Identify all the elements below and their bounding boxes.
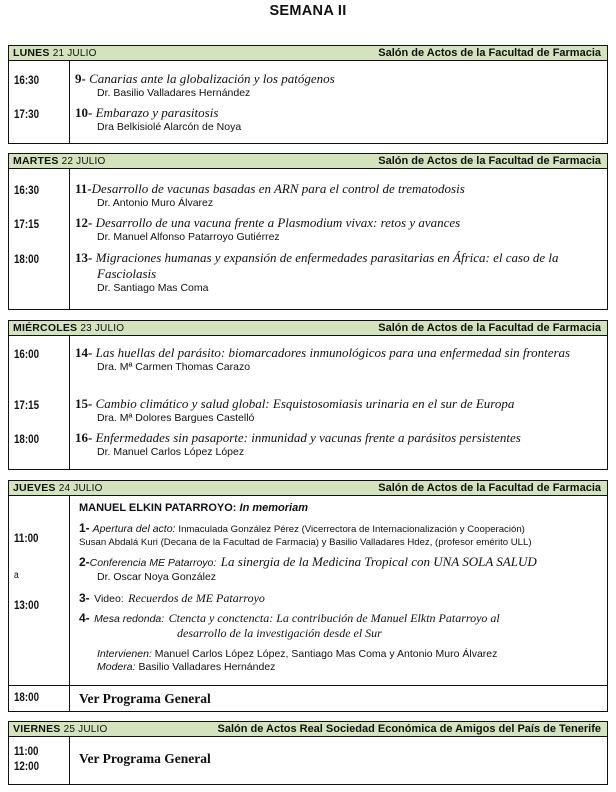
time: 18:00 bbox=[14, 692, 40, 704]
speaker: Dr. Santiago Mas Coma bbox=[97, 282, 209, 294]
time: 18:00 bbox=[14, 434, 40, 446]
day-name: VIERNES 25 JULIO bbox=[13, 723, 108, 735]
talk-item: 16- Enfermedades sin pasaporte: inmunidad y vacunas frente a parásitos persistentes Dr. Manuel Carlos López López bbox=[75, 430, 601, 459]
agenda-item-conference: 2-Conferencia ME Patarroyo: La sinergia de la Medicina Tropical con UNA SOLA SALUD Dr. Oscar Noya González bbox=[79, 553, 603, 584]
talk-item: 9- Canarias ante la globalización y los patógenos Dr. Basilio Valladares Hernández bbox=[75, 71, 601, 100]
speaker: Dra. Mª Dolores Bargues Castelló bbox=[97, 412, 255, 424]
agenda-item-opening: 1- Apertura del acto: Inmaculada González Pérez (Vicerrectora de Internacionalización y Cooperación) Susan Abdalá Kuri (Decana de la Facultad de Farmacia) y Basilio Valladares Hdez, (profesor emérito ULL) bbox=[79, 521, 532, 548]
day-block-miercoles bbox=[8, 320, 608, 470]
day-block-jueves bbox=[8, 480, 608, 712]
talk-item: 12- Desarrollo de una vacuna frente a Plasmodium vivax: retos y avances Dr. Manuel Alfonso Patarroyo Gutiérrez bbox=[75, 215, 601, 244]
agenda-item-round-table: 4- Mesa redonda: Ctencta y conctencta: La contribución de Manuel Elktn Patarroyo al desarrollo de la investigación desde el Sur Intervienen: Manuel Carlos López López, Santiago Mas Coma y Antonio Muro Álvarez Modera: Basilio Valladares Hernández bbox=[79, 611, 500, 673]
day-name: LUNES 21 JULIO bbox=[13, 47, 97, 59]
day-block-lunes bbox=[8, 45, 608, 144]
time: 16:30 bbox=[14, 185, 40, 197]
speaker: Dr. Manuel Carlos López López bbox=[97, 446, 245, 458]
time: 17:15 bbox=[14, 400, 40, 412]
day-name: MIÉRCOLES 23 JULIO bbox=[13, 322, 125, 334]
speaker: Dra Belkisiolé Alarcón de Noya bbox=[97, 121, 242, 133]
time: 17:15 bbox=[14, 219, 40, 231]
day-header bbox=[9, 722, 607, 737]
speaker: Dr. Manuel Alfonso Patarroyo Gutiérrez bbox=[97, 231, 280, 243]
time: 13:00 bbox=[14, 600, 40, 612]
day-header bbox=[9, 321, 607, 336]
page-title: SEMANA II bbox=[269, 3, 347, 19]
venue: Salón de Actos de la Facultad de Farmacia bbox=[378, 322, 601, 334]
speaker: Dra. Mª Carmen Thomas Carazo bbox=[97, 361, 251, 373]
time: 11:00 bbox=[14, 746, 39, 758]
talk-item: 13- Migraciones humanas y expansión de enfermedades parasitarias en África: el caso de la Fasciolasis Dr. Santiago Mas Coma bbox=[75, 250, 601, 295]
general-program-link: Ver Programa General bbox=[79, 751, 211, 766]
time: 11:00 bbox=[14, 533, 39, 545]
speaker: Dr. Antonio Muro Álvarez bbox=[97, 197, 214, 209]
day-name: MARTES 22 JULIO bbox=[13, 155, 106, 167]
venue: Salón de Actos de la Facultad de Farmacia bbox=[378, 482, 601, 494]
talk-item: 14- Las huellas del parásito: biomarcadores inmunológicos para una enfermedad sin fronteras Dra. Mª Carmen Thomas Carazo bbox=[75, 345, 601, 374]
talk-item: 15- Cambio climático y salud global: Esquistosomiasis urinaria en el sur de Europa Dra. Mª Dolores Bargues Castelló bbox=[75, 396, 601, 425]
talk-item: 10- Embarazo y parasitosis Dra Belkisiolé Alarcón de Noya bbox=[75, 105, 601, 134]
venue: Salón de Actos Real Sociedad Económica de Amigos del País de Tenerife bbox=[217, 723, 601, 735]
agenda-item-video: 3- Video: Recuerdos de ME Patarroyo bbox=[79, 591, 265, 605]
time: 16:00 bbox=[14, 349, 40, 361]
time: 17:30 bbox=[14, 109, 40, 121]
day-header bbox=[9, 481, 607, 496]
day-name: JUEVES 24 JULIO bbox=[13, 482, 103, 494]
speaker: Dr. Oscar Noya González bbox=[97, 571, 217, 583]
memoriam-heading: MANUEL ELKIN PATARROYO: In memoriam bbox=[79, 502, 308, 514]
talk-item: 11-Desarrollo de vacunas basadas en ARN para el control de trematodosis Dr. Antonio Muro Álvarez bbox=[75, 181, 601, 210]
venue: Salón de Actos de la Facultad de Farmacia bbox=[378, 47, 601, 59]
speaker: Dr. Basilio Valladares Hernández bbox=[97, 87, 251, 99]
venue: Salón de Actos de la Facultad de Farmacia bbox=[378, 155, 601, 167]
day-header bbox=[9, 154, 607, 169]
time: 18:00 bbox=[14, 254, 40, 266]
day-block-martes bbox=[8, 153, 608, 310]
time: 12:00 bbox=[14, 761, 40, 773]
day-header bbox=[9, 46, 607, 61]
time: 16:30 bbox=[14, 75, 40, 87]
day-block-viernes bbox=[8, 721, 608, 785]
time-separator: a bbox=[14, 570, 19, 581]
general-program-link: Ver Programa General bbox=[79, 691, 211, 706]
